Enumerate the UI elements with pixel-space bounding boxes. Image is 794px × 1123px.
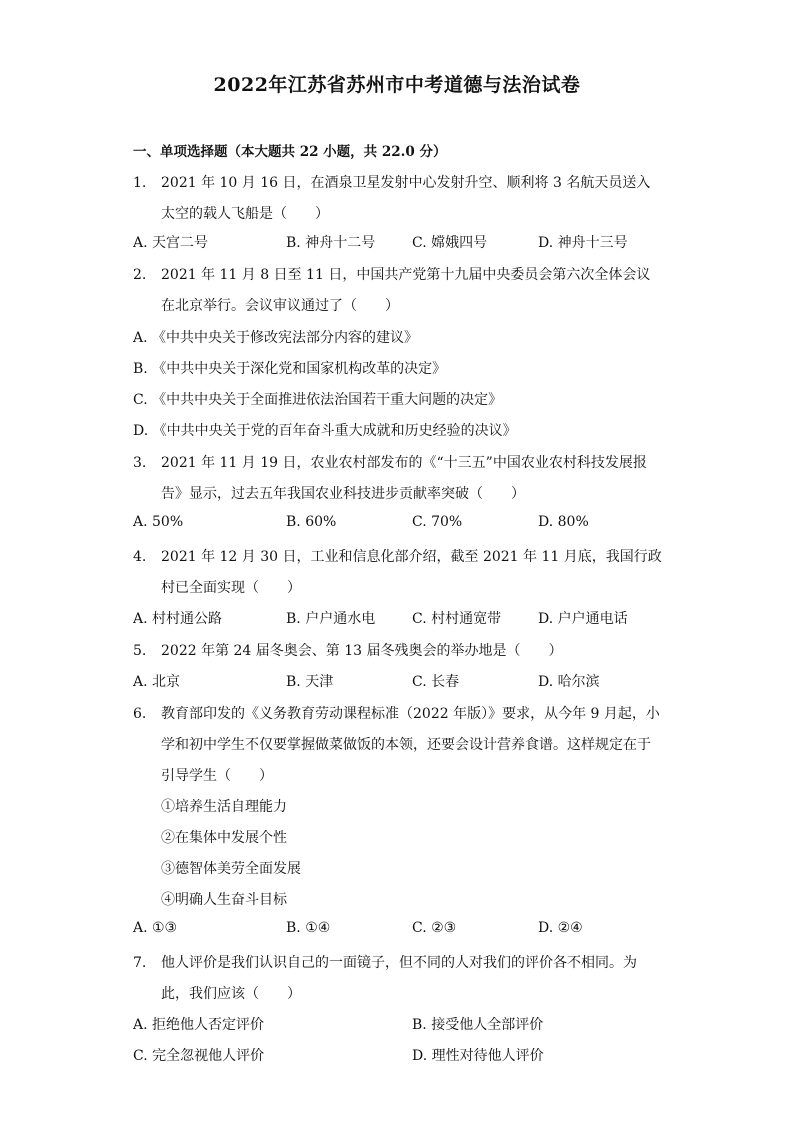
section-heading: 一、单项选择题（本大题共 22 小题，共 22.0 分） <box>133 144 447 160</box>
question-1 <box>133 168 663 230</box>
statement-4: ④明确人生奋斗目标 <box>161 892 287 908</box>
question-number: 7. <box>133 955 147 971</box>
question-5 <box>133 636 663 667</box>
option-d[interactable]: D. 《中共中央关于党的百年奋斗重大成就和历史经验的决议》 <box>133 423 517 439</box>
option-b[interactable]: B. 神舟十二号 <box>286 235 376 251</box>
option-a[interactable]: A. 拒绝他人否定评价 <box>133 1017 265 1033</box>
statement-2: ②在集体中发展个性 <box>161 830 287 846</box>
option-a[interactable]: A. ①③ <box>133 920 178 936</box>
question-stem: 2021 年 11 月 8 日至 11 日，中国共产党第十九届中央委员会第六次全体会议在北京举行。会议审议通过了（ ） <box>161 267 651 314</box>
question-6 <box>133 699 663 792</box>
question-number: 3. <box>133 455 147 471</box>
option-d[interactable]: D. 80% <box>538 514 589 530</box>
option-c[interactable]: C. 嫦娥四号 <box>412 235 488 251</box>
option-a[interactable]: A. 北京 <box>133 674 181 690</box>
option-d[interactable]: D. 哈尔滨 <box>538 674 600 690</box>
option-b[interactable]: B. 60% <box>286 514 337 530</box>
question-number: 2. <box>133 267 147 283</box>
question-number: 6. <box>133 706 147 722</box>
option-d[interactable]: D. 理性对待他人评价 <box>412 1048 544 1064</box>
option-b[interactable]: B. 《中共中央关于深化党和国家机构改革的决定》 <box>133 361 447 377</box>
question-4 <box>133 542 663 604</box>
question-6-options <box>133 920 663 942</box>
option-a[interactable]: A. 50% <box>133 514 184 530</box>
question-7 <box>133 948 663 1010</box>
question-stem: 2021 年 12 月 30 日，工业和信息化部介绍，截至 2021 年 11 月底，我国行政村已全面实现（ ） <box>161 549 662 596</box>
question-2 <box>133 260 663 322</box>
option-d[interactable]: D. 户户通电话 <box>538 611 628 627</box>
question-5-options <box>133 671 663 693</box>
option-d[interactable]: D. ②④ <box>538 920 583 936</box>
question-4-options <box>133 608 663 630</box>
question-number: 1. <box>133 175 147 191</box>
exam-title: 2022年江苏省苏州市中考道德与法治试卷 <box>213 74 581 96</box>
option-a[interactable]: A. 天宫二号 <box>133 235 209 251</box>
question-1-options <box>133 232 663 254</box>
question-number: 5. <box>133 643 147 659</box>
question-3 <box>133 448 663 510</box>
question-7-options-row-2 <box>133 1045 663 1067</box>
option-c[interactable]: C. 完全忽视他人评价 <box>133 1048 265 1064</box>
option-b[interactable]: B. 户户通水电 <box>286 611 376 627</box>
option-b[interactable]: B. 天津 <box>286 674 334 690</box>
question-stem: 2021 年 10 月 16 日，在酒泉卫星发射中心发射升空、顺利将 3 名航天员送入太空的载人飞船是（ ） <box>161 175 651 222</box>
option-c[interactable]: C. ②③ <box>412 920 457 936</box>
question-number: 4. <box>133 549 147 565</box>
option-b[interactable]: B. ①④ <box>286 920 331 936</box>
option-b[interactable]: B. 接受他人全部评价 <box>412 1017 544 1033</box>
option-a[interactable]: A. 村村通公路 <box>133 611 223 627</box>
question-stem: 教育部印发的《义务教育劳动课程标准（2022 年版）》要求，从今年 9 月起，小学和初中学生不仅要掌握做菜做饭的本领，还要会设计营养食谱。这样规定在于引导学生（ ） <box>161 706 660 784</box>
question-7-options-row-1 <box>133 1014 663 1036</box>
question-stem: 他人评价是我们认识自己的一面镜子，但不同的人对我们的评价各不相同。为此，我们应该（ ） <box>161 955 637 1002</box>
option-c[interactable]: C. 长春 <box>412 674 460 690</box>
statement-1: ①培养生活自理能力 <box>161 799 287 815</box>
question-stem: 2022 年第 24 届冬奥会、第 13 届冬残奥会的举办地是（ ） <box>161 643 563 659</box>
option-c[interactable]: C. 70% <box>412 514 463 530</box>
option-c[interactable]: C. 村村通宽带 <box>412 611 502 627</box>
option-c[interactable]: C. 《中共中央关于全面推进依法治国若干重大问题的决定》 <box>133 392 503 408</box>
question-stem: 2021 年 11 月 19 日，农业农村部发布的《“十三五”中国农业农村科技发展报告》显示，过去五年我国农业科技进步贡献率突破（ ） <box>161 455 647 502</box>
option-d[interactable]: D. 神舟十三号 <box>538 235 628 251</box>
statement-3: ③德智体美劳全面发展 <box>161 861 301 877</box>
question-3-options <box>133 514 663 536</box>
option-a[interactable]: A. 《中共中央关于修改宪法部分内容的建议》 <box>133 330 419 346</box>
